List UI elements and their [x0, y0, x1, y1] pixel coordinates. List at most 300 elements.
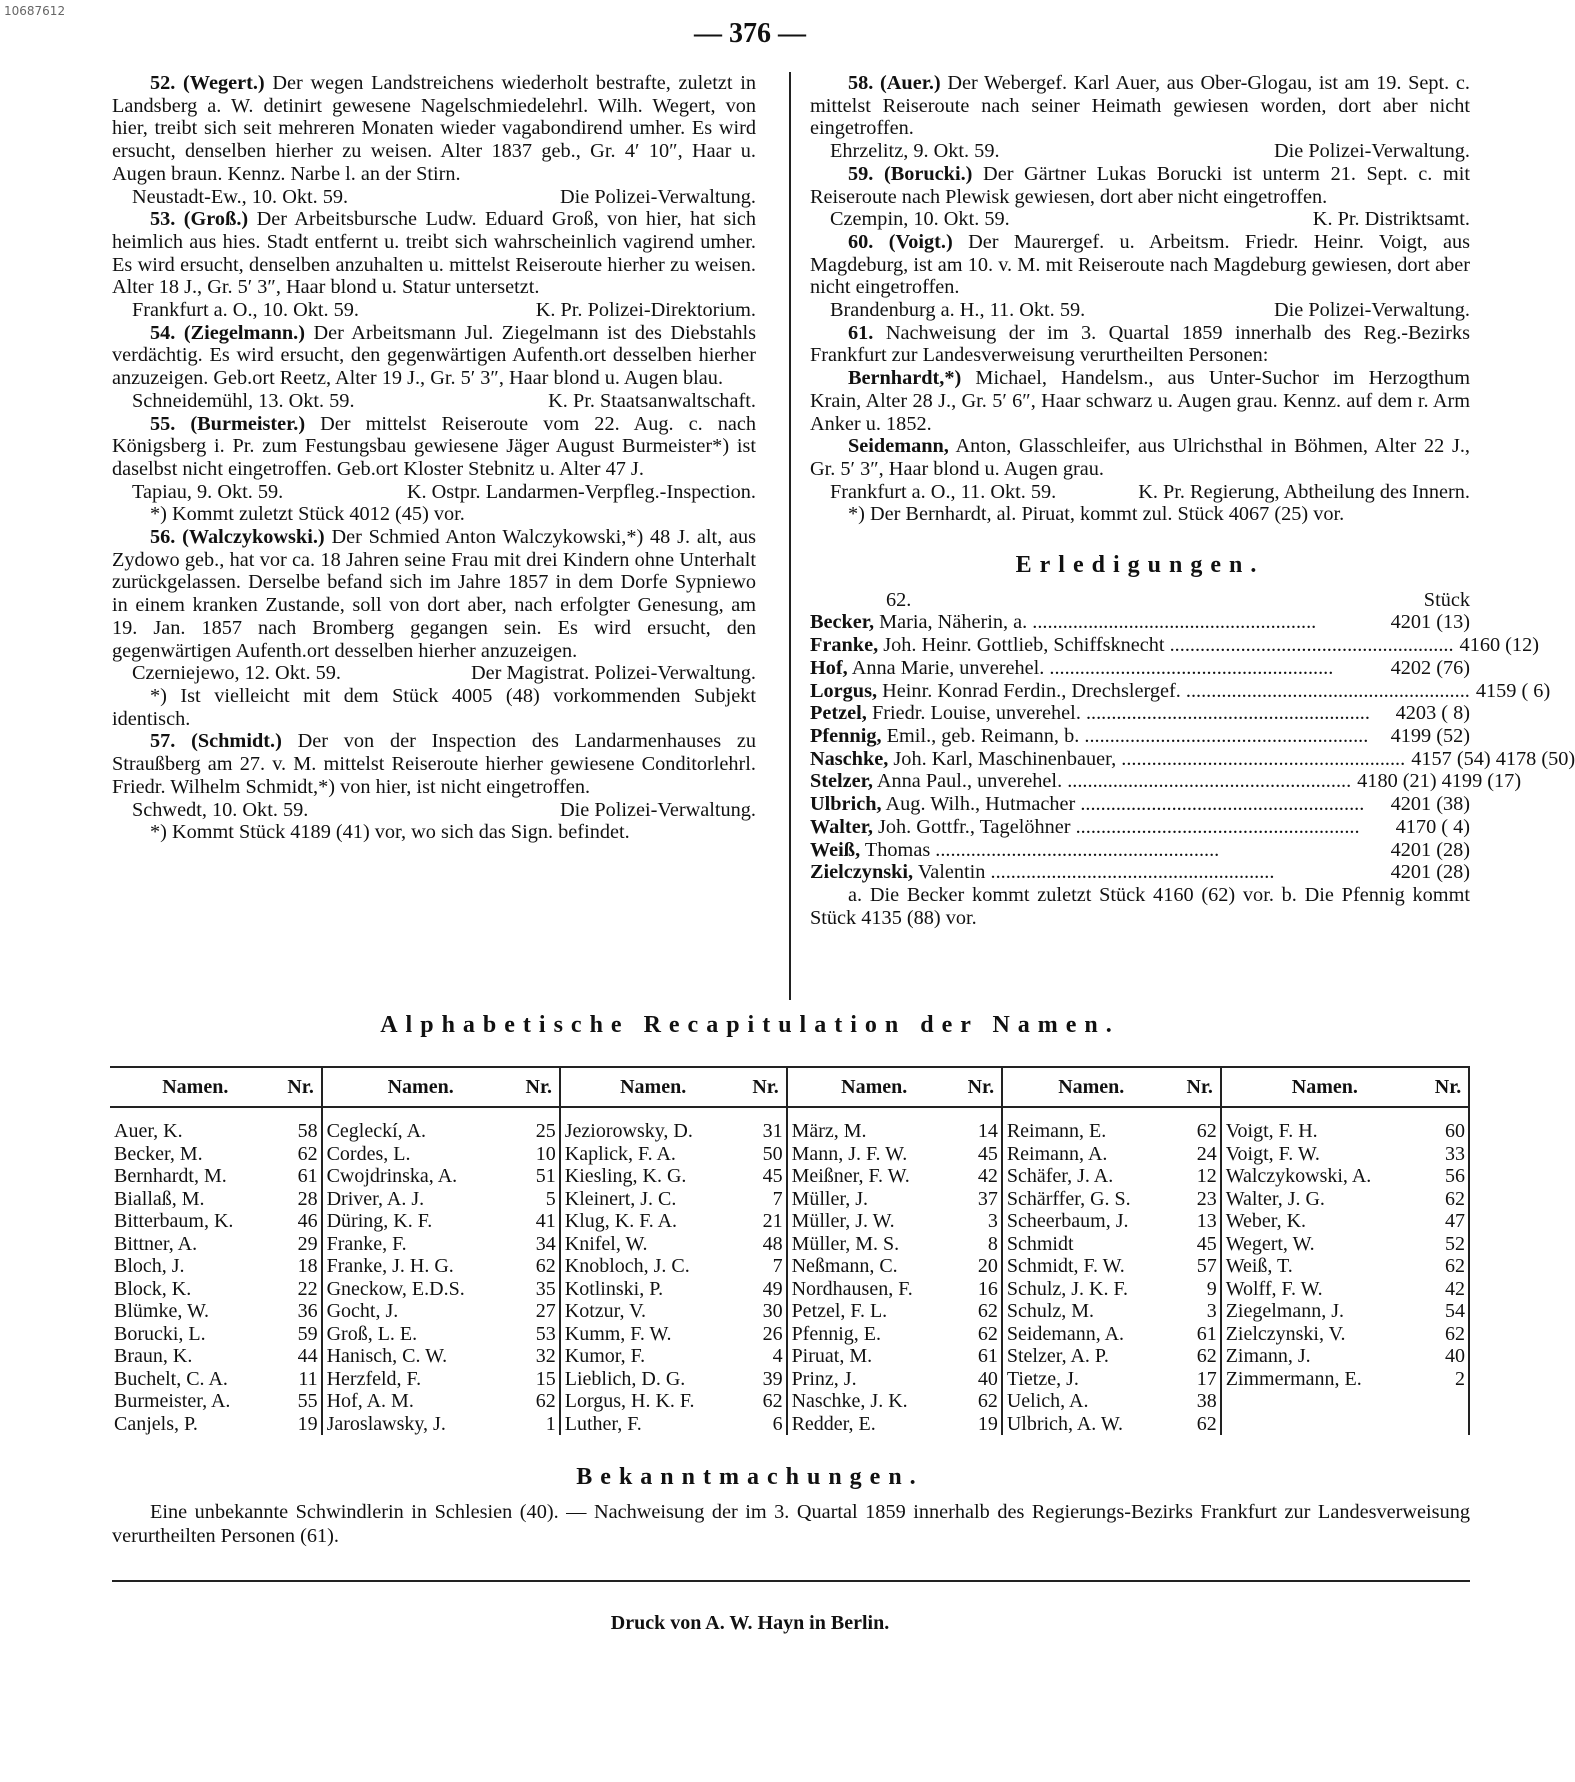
recap-number: 57: [1180, 1255, 1221, 1278]
erledigung-name: Hof, Anna Marie, unverehel. ........................................................: [810, 656, 1334, 679]
recap-number: 33: [1428, 1143, 1469, 1166]
recap-number: 62: [519, 1390, 560, 1413]
recap-header-nr: Nr.: [1428, 1067, 1469, 1107]
erledigung-row: [810, 725, 1470, 748]
spacer-cell: [1221, 1107, 1428, 1120]
entry-lead: 54. (Ziegelmann.): [150, 321, 305, 344]
erledigung-ref: 4170 ( 4): [1395, 815, 1470, 838]
erledigungen-note: a. Die Becker kommt zuletzt Stück 4160 (62) vor. b. Die Pfennig kommt Stück 4135 (88) vor.: [810, 883, 1470, 929]
spacer-cell: [1180, 1107, 1221, 1120]
bottom-rule: [112, 1580, 1470, 1582]
recap-number: 16: [961, 1278, 1002, 1301]
signature-authority: K. Pr. Distriktsamt.: [1312, 208, 1470, 231]
signature-line: [810, 299, 1470, 322]
erledigung-ref: 4160 (12): [1459, 634, 1539, 657]
recap-name: Zimann, J.: [1225, 1345, 1311, 1367]
recap-row: [110, 1413, 1469, 1436]
recap-name: Block, K.: [114, 1277, 192, 1300]
recap-name: Wegert, W.: [1225, 1232, 1315, 1255]
recap-name: Schärffer, G. S.: [1006, 1187, 1131, 1210]
recap-number: 8: [961, 1233, 1002, 1256]
recap-name: Schäfer, J. A.: [1006, 1165, 1114, 1187]
recap-header-row: [110, 1067, 1469, 1107]
erledigung-surname: Zielczynski,: [810, 861, 914, 884]
recap-name: Müller, J.: [791, 1187, 868, 1210]
recap-name: Lorgus, H. K. F.: [564, 1390, 695, 1412]
page-number: — 376 —: [694, 18, 806, 49]
entry-lead: 58. (Auer.): [848, 72, 941, 94]
signature-place: Brandenburg a. H., 11. Okt. 59.: [830, 299, 1086, 322]
signature-authority: K. Pr. Regierung, Abtheilung des Innern.: [1138, 480, 1470, 503]
erledigungen-title: Erledigungen.: [1015, 552, 1265, 579]
recap-number: 59: [281, 1323, 322, 1346]
recap-name: Stelzer, A. P.: [1006, 1345, 1109, 1367]
imprint: Druck von A. W. Hayn in Berlin.: [610, 1612, 890, 1634]
recap-name: Canjels, P.: [114, 1412, 198, 1435]
entry-lead: 60. (Voigt.): [848, 230, 953, 253]
entry-lead: Bernhardt,*): [848, 367, 962, 390]
recap-number: 62: [1180, 1120, 1221, 1143]
recap-name: Gneckow, E.D.S.: [326, 1277, 465, 1300]
entry-text: Der von der Inspection des Landarmenhauses zu Straußberg am 27. v. M. mittelst Reiseroute hierher gewiesene Conditorlehrl. Friedr. Wilhelm Schmidt,*) von hier, ist nicht eingetroffen.: [112, 730, 757, 798]
recap-name: Düring, K. F.: [326, 1210, 433, 1232]
recap-number: 7: [746, 1255, 787, 1278]
erledigung-row: [810, 839, 1470, 862]
spacer-cell: [787, 1107, 961, 1120]
recap-number: 52: [1428, 1233, 1469, 1256]
erledigung-name: Walter, Joh. Gottfr., Tagelöhner ........................................................: [810, 815, 1360, 838]
spacer-cell: [746, 1107, 787, 1120]
erledigung-row: [810, 657, 1470, 680]
recap-name: Zielczynski, V.: [1225, 1322, 1346, 1345]
recap-header-name: Namen.: [1221, 1067, 1428, 1107]
recap-name: Knifel, W.: [564, 1232, 648, 1255]
recap-name: Reimann, A.: [1006, 1142, 1108, 1165]
entry-text: Der wegen Landstreichens wiederholt bestrafte, zuletzt in Landsberg a. W. detinirt gewesene Nagelschmiedelehrl. Wilh. Wegert, von hier, treibt sich seit mehreren Monaten wieder vagabondirend umher. Es wird ersucht, denselben hierher zu weisen. Alter 1837 geb., Gr. 4′ 10″, Haar u. Augen braun. Kennz. Narbe l. an der Stirn.: [112, 72, 757, 185]
recap-number: 50: [746, 1143, 787, 1166]
recap-row: [110, 1188, 1469, 1211]
entry-lead: 55. (Burmeister.): [150, 412, 306, 435]
recap-name: Voigt, F. H.: [1225, 1120, 1318, 1142]
recap-number: 44: [281, 1345, 322, 1368]
recap-header-nr: Nr.: [746, 1067, 787, 1107]
erledigung-name: Naschke, Joh. Karl, Maschinenbauer, ........................................................: [810, 747, 1406, 770]
erledigung-row: [810, 747, 1575, 771]
recap-name: Redder, E.: [791, 1412, 876, 1435]
recap-name: Cegleckí, A.: [326, 1120, 427, 1142]
recap-number: 6: [746, 1413, 787, 1436]
erledigung-ref: 4201 (38): [1390, 793, 1470, 816]
recap-number: 41: [519, 1210, 560, 1233]
erledigung-details: Anna Marie, unverehel.: [851, 656, 1045, 679]
recap-name: Piruat, M.: [791, 1345, 873, 1367]
erledigung-row: [810, 793, 1470, 816]
erledigung-surname: Walter,: [810, 815, 873, 838]
recap-name: Müller, M. S.: [791, 1232, 900, 1255]
erledigung-name: Lorgus, Heinr. Konrad Ferdin., Drechslergef. ........................................................: [810, 679, 1470, 702]
erledigung-surname: Naschke,: [810, 747, 889, 770]
erledigung-details: Joh. Karl, Maschinenbauer,: [893, 747, 1117, 770]
notice-entry: [810, 322, 1470, 367]
recap-number: 26: [746, 1323, 787, 1346]
spacer-cell: [961, 1107, 1002, 1120]
recap-name: Kotlinski, P.: [564, 1277, 664, 1300]
recap-name: März, M.: [791, 1120, 867, 1142]
recap-number: 5: [519, 1188, 560, 1211]
footnote: *) Kommt zuletzt Stück 4012 (45) vor.: [150, 503, 465, 526]
recap-number: 61: [1180, 1323, 1221, 1346]
recap-number: 60: [1428, 1120, 1469, 1143]
recap-name: [1221, 1390, 1428, 1413]
recap-name: Knobloch, J. C.: [564, 1255, 690, 1277]
signature-authority: K. Ostpr. Landarmen-Verpfleg.-Inspection.: [406, 480, 756, 503]
signature-line: [112, 799, 756, 822]
erledigung-ref: 4180 (21) 4199 (17): [1357, 770, 1522, 793]
recap-header-name: Namen.: [1002, 1067, 1180, 1107]
recap-name: Kaplick, F. A.: [564, 1142, 676, 1165]
recap-name: Lieblich, D. G.: [564, 1367, 686, 1390]
erledigung-name: Franke, Joh. Heinr. Gottlieb, Schiffsknecht ........................................................: [810, 634, 1454, 657]
recap-number: 12: [1180, 1165, 1221, 1188]
recap-number: 53: [519, 1323, 560, 1346]
recap-number: 22: [281, 1278, 322, 1301]
signature-authority: Die Polizei-Verwaltung.: [1274, 140, 1470, 163]
erledigung-row: [810, 770, 1522, 793]
recap-name: Hof, A. M.: [326, 1390, 414, 1412]
signature-line: [112, 299, 756, 322]
recap-number: 62: [281, 1143, 322, 1166]
erledigung-row: [810, 816, 1470, 839]
erledigung-name: Ulbrich, Aug. Wilh., Hutmacher ........................................................: [810, 793, 1365, 816]
notice-entry: [112, 208, 756, 299]
notice-entry: [810, 231, 1470, 299]
recap-number: 17: [1180, 1368, 1221, 1391]
signature-authority: Die Polizei-Verwaltung.: [560, 798, 756, 821]
recap-number: 62: [1428, 1255, 1469, 1278]
recap-name: Scheerbaum, J.: [1006, 1210, 1129, 1232]
column-divider: [789, 72, 791, 1000]
recap-number: 29: [281, 1233, 322, 1256]
recap-header-nr: Nr.: [281, 1067, 322, 1107]
recap-name: Schmidt: [1006, 1232, 1074, 1255]
recap-number: 62: [1428, 1188, 1469, 1211]
recap-name: Braun, K.: [114, 1345, 193, 1367]
recap-name: Ziegelmann, J.: [1225, 1300, 1344, 1322]
recap-name: Auer, K.: [114, 1120, 183, 1142]
footnote: *) Der Bernhardt, al. Piruat, kommt zul. Stück 4067 (25) vor.: [848, 503, 1345, 526]
recap-number: 32: [519, 1345, 560, 1368]
recap-name: Naschke, J. K.: [791, 1390, 908, 1412]
erledigung-name: Stelzer, Anna Paul., unverehel. ........................................................: [810, 770, 1352, 793]
erledigung-ref: 4201 (28): [1390, 861, 1470, 884]
recap-name: Nordhausen, F.: [791, 1277, 913, 1300]
erledigung-name: Pfennig, Emil., geb. Reimann, b. ........................................................: [810, 724, 1369, 747]
recap-name: Cwojdrinska, A.: [326, 1165, 458, 1187]
signature-line: [112, 186, 756, 209]
spacer-cell: [110, 1107, 281, 1120]
notice-entry: [112, 730, 756, 798]
recap-number: 14: [961, 1120, 1002, 1143]
recap-number: 28: [281, 1188, 322, 1211]
recap-number: 9: [1180, 1278, 1221, 1301]
erledigung-row: [810, 611, 1470, 634]
recap-number: 48: [746, 1233, 787, 1256]
recap-number: 24: [1180, 1143, 1221, 1166]
recap-name: Uelich, A.: [1006, 1390, 1089, 1412]
recap-name: Cordes, L.: [326, 1142, 411, 1165]
erledigung-ref: 4201 (13): [1390, 611, 1470, 634]
notice-entry: [112, 526, 756, 662]
recap-name: Driver, A. J.: [326, 1187, 425, 1210]
erledigung-details: Joh. Gottfr., Tagelöhner: [877, 815, 1071, 838]
erledigung-details: Maria, Näherin, a.: [879, 611, 1028, 634]
erledigung-surname: Weiß,: [810, 838, 861, 861]
erledigung-ref: 4199 (52): [1390, 724, 1470, 747]
erledigung-row: [810, 679, 1551, 703]
recap-number: 62: [1180, 1345, 1221, 1368]
recap-header-name: Namen.: [322, 1067, 519, 1107]
recap-number: 61: [281, 1165, 322, 1188]
recap-number: 3: [961, 1210, 1002, 1233]
left-column: [112, 72, 756, 844]
recap-name: Kotzur, V.: [564, 1300, 646, 1322]
recap-header-name: Namen.: [787, 1067, 961, 1107]
recap-number: 62: [961, 1390, 1002, 1413]
signature-authority: Die Polizei-Verwaltung.: [560, 185, 756, 208]
recap-name: Wolff, F. W.: [1225, 1277, 1323, 1300]
erledigung-row: [810, 861, 1470, 884]
recap-row: [110, 1143, 1469, 1166]
entry-lead: 61.: [848, 321, 874, 344]
signature-authority: K. Pr. Polizei-Direktorium.: [535, 299, 756, 322]
signature-place: Schwedt, 10. Okt. 59.: [132, 798, 309, 821]
entry-lead: 52. (Wegert.): [150, 72, 265, 94]
signature-place: Czerniejewo, 12. Okt. 59.: [132, 662, 341, 685]
spacer-cell: [519, 1107, 560, 1120]
recap-number: 10: [519, 1143, 560, 1166]
recap-number: 37: [961, 1188, 1002, 1211]
recap-number: 45: [746, 1165, 787, 1188]
recap-name: Bernhardt, M.: [114, 1165, 227, 1187]
recap-name: Herzfeld, F.: [326, 1367, 422, 1390]
recap-header-nr: Nr.: [1180, 1067, 1221, 1107]
signature-line: [810, 140, 1470, 163]
recap-number: 46: [281, 1210, 322, 1233]
signature-place: Frankfurt a. O., 10. Okt. 59.: [132, 299, 360, 322]
recap-name: Kumm, F. W.: [564, 1322, 672, 1345]
erledigung-surname: Lorgus,: [810, 679, 878, 702]
recap-number: 51: [519, 1165, 560, 1188]
recap-name: Reimann, E.: [1006, 1120, 1107, 1142]
bekanntmachungen-title: Bekanntmachungen.: [576, 1464, 924, 1490]
recap-number: 35: [519, 1278, 560, 1301]
erledigung-ref: 4201 (28): [1390, 838, 1470, 861]
recap-number: 38: [1180, 1390, 1221, 1413]
recap-table-body: [110, 1107, 1469, 1435]
signature-place: Frankfurt a. O., 11. Okt. 59.: [830, 480, 1057, 503]
recap-name: Schulz, J. K. F.: [1006, 1277, 1129, 1300]
recap-table: [110, 1066, 1470, 1435]
table-spacer: [110, 1107, 1469, 1120]
recap-name: Becker, M.: [114, 1142, 203, 1165]
recap-name: Blümke, W.: [114, 1300, 210, 1322]
recap-number: 25: [519, 1120, 560, 1143]
recap-header-name: Namen.: [110, 1067, 281, 1107]
footnote: *) Ist vielleicht mit dem Stück 4005 (48) vorkommenden Subjekt identisch.: [112, 684, 756, 730]
erledigung-name: Petzel, Friedr. Louise, unverehel. ........................................................: [810, 702, 1370, 725]
entry-text: Der Arbeitsbursche Ludw. Eduard Groß, von hier, hat sich heimlich aus hies. Stadt entfernt u. treibt sich wahrscheinlich vagirend umher. Es wird ersucht, denselben anzuhalten u. mittelst Reiseroute hierher zu weisen. Alter 18 J., Gr. 5′ 3″, Haar blond u. Statur untersetzt.: [112, 208, 756, 299]
signature-line: [810, 481, 1470, 504]
recap-name: Walter, J. G.: [1225, 1187, 1325, 1210]
recap-name: Schmidt, F. W.: [1006, 1255, 1125, 1277]
recap-number: 3: [1180, 1300, 1221, 1323]
signature-place: Czempin, 10. Okt. 59.: [830, 208, 1010, 231]
recap-number: 19: [961, 1413, 1002, 1436]
signature-line: [810, 208, 1470, 231]
recap-name: [1221, 1413, 1428, 1436]
entry-text: Der Arbeitsmann Jul. Ziegelmann ist des Diebstahls verdächtig. Es wird ersucht, den gegenwärtigen Aufenth.ort desselben hierher anzuzeigen. Geb.ort Reetz, Alter 19 J., Gr. 5′ 3″, Haar blond u. Augen blau.: [112, 321, 756, 390]
recap-name: Schulz, M.: [1006, 1300, 1095, 1322]
erledigung-surname: Stelzer,: [810, 770, 873, 793]
recap-number: 1: [519, 1413, 560, 1436]
recap-header-nr: Nr.: [961, 1067, 1002, 1107]
recap-name: Hanisch, C. W.: [326, 1345, 448, 1367]
recap-name: Pfennig, E.: [791, 1322, 881, 1345]
recap-name: Jeziorowsky, D.: [564, 1120, 693, 1142]
recap-number: 20: [961, 1255, 1002, 1278]
recap-number: 62: [961, 1323, 1002, 1346]
signature-place: Schneidemühl, 13. Okt. 59.: [132, 389, 355, 412]
erledigung-name: Weiß, Thomas ........................................................: [810, 838, 1220, 861]
recap-number: [1428, 1390, 1469, 1413]
recap-number: 23: [1180, 1188, 1221, 1211]
recap-number: 62: [1428, 1323, 1469, 1346]
recap-row: [110, 1278, 1469, 1301]
recap-name: Tietze, J.: [1006, 1367, 1079, 1390]
recap-row: [110, 1390, 1469, 1413]
signature-authority: K. Pr. Staatsanwaltschaft.: [548, 389, 756, 412]
recap-name: Weiß, T.: [1225, 1255, 1293, 1277]
signature-line: [112, 662, 756, 685]
erledigung-details: Emil., geb. Reimann, b.: [886, 724, 1080, 747]
recap-number: 19: [281, 1413, 322, 1436]
erledigung-surname: Becker,: [810, 611, 875, 634]
erledigung-ref: 4157 (54) 4178 (50): [1411, 747, 1575, 770]
erledigung-name: Becker, Maria, Näherin, a. ........................................................: [810, 611, 1317, 634]
recap-name: Kiesling, K. G.: [564, 1165, 687, 1187]
recap-row: [110, 1368, 1469, 1391]
entry-text: Der mittelst Reiseroute vom 22. Aug. c. nach Königsberg i. Pr. zum Festungsbau gewiesene Jäger August Burmeister*) ist daselbst nicht eingetroffen. Geb.ort Kloster Stebnitz u. Alter 47 J.: [112, 412, 756, 480]
recap-name: Biallaß, M.: [114, 1187, 205, 1210]
recap-number: 11: [281, 1368, 322, 1391]
recap-name: Mann, J. F. W.: [791, 1142, 908, 1165]
right-column: [810, 72, 1575, 929]
scan-id: 10687612: [4, 4, 66, 18]
recap-name: Weber, K.: [1225, 1210, 1307, 1232]
recap-number: 47: [1428, 1210, 1469, 1233]
entry-text: Michael, Handelsm., aus Unter-Suchor im Herzogthum Krain, Alter 28 J., Gr. 5′ 6″, Haar schwarz u. Augen grau. Kennz. auf dem r. Arm Anker u. 1852.: [810, 367, 1470, 435]
recap-name: Groß, L. E.: [326, 1322, 418, 1345]
recap-number: 27: [519, 1300, 560, 1323]
erledigung-ref: 4203 ( 8): [1395, 702, 1470, 725]
erledigung-surname: Franke,: [810, 634, 879, 657]
recap-number: 40: [1428, 1345, 1469, 1368]
recap-name: Kumor, F.: [564, 1345, 646, 1367]
erledigung-ref: 4159 ( 6): [1475, 679, 1551, 702]
signature-place: Neustadt-Ew., 10. Okt. 59.: [132, 185, 349, 208]
erledigung-surname: Pfennig,: [810, 724, 882, 747]
signature-authority: Die Polizei-Verwaltung.: [1274, 299, 1470, 322]
recap-number: 49: [746, 1278, 787, 1301]
recap-row: [110, 1165, 1469, 1188]
recap-number: 42: [961, 1165, 1002, 1188]
recap-name: Bitterbaum, K.: [114, 1210, 234, 1232]
recap-number: 31: [746, 1120, 787, 1143]
erledigung-details: Heinr. Konrad Ferdin., Drechslergef.: [882, 679, 1181, 702]
recap-name: Kleinert, J. C.: [564, 1187, 677, 1210]
erledigung-details: Aug. Wilh., Hutmacher: [885, 793, 1076, 816]
recap-number: 2: [1428, 1368, 1469, 1391]
bekanntmachungen-text: Eine unbekannte Schwindlerin in Schlesien (40). — Nachweisung der im 3. Quartal 1859 innerhalb des Regierungs-Bezirks Frankfurt zur Landesverweisung verurtheilten Personen (61).: [112, 1501, 1470, 1547]
recap-number: 42: [1428, 1278, 1469, 1301]
erledigung-surname: Ulbrich,: [810, 793, 882, 816]
recap-row: [110, 1120, 1469, 1143]
recap-name: Walczykowski, A.: [1225, 1165, 1372, 1187]
recap-name: Borucki, L.: [114, 1322, 206, 1345]
recap-name: Zimmermann, E.: [1225, 1367, 1362, 1390]
recap-name: Seidemann, A.: [1006, 1322, 1125, 1345]
erledigung-row: [810, 702, 1470, 725]
recap-number: 39: [746, 1368, 787, 1391]
person-entry: [810, 435, 1470, 480]
recap-row: [110, 1233, 1469, 1256]
erledigung-surname: Petzel,: [810, 702, 867, 725]
recap-title: Alphabetische Recapitulation der Namen.: [380, 1012, 1120, 1038]
erledigungen-number: 62.: [886, 588, 912, 611]
recap-name: Jaroslawsky, J.: [326, 1412, 446, 1435]
recap-name: Petzel, F. L.: [791, 1300, 888, 1322]
spacer-cell: [281, 1107, 322, 1120]
recap-row: [110, 1300, 1469, 1323]
erledigung-details: Friedr. Louise, unverehel.: [871, 702, 1081, 725]
recap-header-nr: Nr.: [519, 1067, 560, 1107]
footnote: *) Kommt Stück 4189 (41) vor, wo sich das Sign. befindet.: [150, 821, 630, 844]
recap-name: Müller, J. W.: [791, 1210, 895, 1232]
entry-text: Der Maurergef. u. Arbeitsm. Friedr. Heinr. Voigt, aus Magdeburg, ist am 10. v. M. mit Reiseroute nach Magdeburg gewiesen, dort aber nicht eingetroffen.: [810, 230, 1470, 299]
erledigung-name: Zielczynski, Valentin ........................................................: [810, 861, 1275, 884]
recap-name: Gocht, J.: [326, 1300, 399, 1322]
notice-entry: [112, 413, 756, 481]
right-column-entries: [810, 72, 1470, 526]
entry-lead: 57. (Schmidt.): [150, 730, 282, 753]
erledigung-details: Anna Paul., unverehel.: [876, 770, 1063, 793]
erledigung-details: Thomas: [864, 838, 931, 861]
recap-number: 30: [746, 1300, 787, 1323]
erledigung-details: Joh. Heinr. Gottlieb, Schiffsknecht: [883, 634, 1165, 657]
recap-number: 54: [1428, 1300, 1469, 1323]
recap-number: 4: [746, 1345, 787, 1368]
recap-name: Bittner, A.: [114, 1232, 198, 1255]
erledigung-details: Valentin: [917, 861, 986, 884]
recap-name: Klug, K. F. A.: [564, 1210, 678, 1232]
erledigung-ref: 4202 (76): [1390, 656, 1470, 679]
recap-number: 62: [961, 1300, 1002, 1323]
recap-number: 7: [746, 1188, 787, 1211]
notice-entry: [810, 163, 1470, 208]
signature-place: Tapiau, 9. Okt. 59.: [132, 480, 284, 503]
recap-row: [110, 1210, 1469, 1233]
recap-name: Buchelt, C. A.: [114, 1367, 228, 1390]
